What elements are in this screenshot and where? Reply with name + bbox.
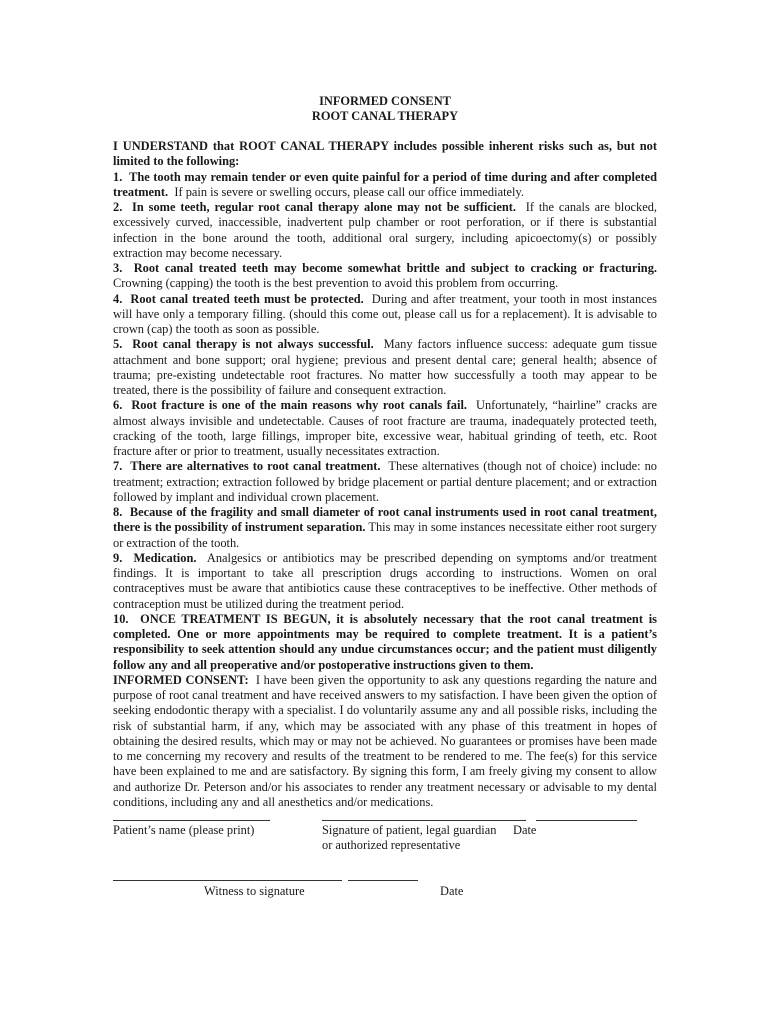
risk-body: Analgesics or antibiotics may be prescribed depending on symptoms and/or treatment findings. It is important to take all prescription drugs according to instructions. Women on oral contraceptives must be aware that antibiotics cause these contraceptives to be ineffective. Other methods of contraception must be utilized during the treatment period. — [113, 550, 657, 611]
risk-body: This may in some instances necessitate either root surgery or extraction of the tooth. — [113, 520, 657, 550]
witness-date-field[interactable] — [348, 880, 418, 881]
risk-body: These alternatives (though not of choice) include: no treatment; extraction; extraction followed by bridge placement or partial denture placement; and or extraction followed by implant and individual crown placement. — [113, 459, 657, 504]
witness-label: Witness to signature — [204, 884, 305, 898]
risk-heading: 6. Root fracture is one of the main reasons why root canals fail. — [113, 398, 467, 413]
consent-heading: INFORMED CONSENT: — [113, 672, 249, 687]
signature-label: Signature of patient, legal guardian — [322, 823, 497, 837]
patient-date-field[interactable] — [536, 820, 637, 821]
risk-heading: 2. In some teeth, regular root canal therapy alone may not be sufficient. — [113, 200, 516, 214]
consent-body: I have been given the opportunity to ask any questions regarding the nature and purpose of root canal treatment and have received answers to my satisfaction. I have been given the option of seeking endodontic therapy with a specialist. I do voluntarily assume any and all possible risks, including the risk of substantial harm, if any, which may be associated with any phase of this treatment in hopes of obtaining the desired results, which may or may not be achieved. No guarantees or promises have been made to me concerning my recovery and results of the treatment to be rendered to me. The fee(s) for this service have been explained to me and are satisfactory. By signing this form, I am freely giving my consent to allow and authorize Dr. Peterson and/or his associates to render any treatment necessary or advisable to my dental conditions, including any and all anesthetics and/or medications. — [113, 672, 657, 809]
risk-heading: 10. ONCE TREATMENT IS BEGUN, it is absolutely necessary that the root canal treatment is completed. One or more appointments may be required to complete treatment. It is a patient’s responsibility to seek attention should any undue circumstances occur; and the patient must diligently follow any and all preoperative and/or postoperative instructions given to them. — [113, 611, 657, 672]
patient-signature-field[interactable] — [322, 820, 526, 821]
signature-date-label: Date — [513, 823, 537, 837]
risk-heading: 4. Root canal treated teeth must be protected. — [113, 291, 364, 306]
risk-body: If the canals are blocked, excessively curved, inaccessible, inadvertent pulp chamber or root perforation, or if there is substantial infection in the bone around the tooth, additional oral surgery, including apicoectomy(s) or possibly extraction may become necessary. — [113, 200, 658, 260]
risk-heading: 7. There are alternatives to root canal treatment. — [113, 459, 381, 474]
signature-label-continued: or authorized representative — [322, 838, 461, 852]
risk-heading: 5. Root canal therapy is not always successful. — [113, 337, 374, 352]
patient-name-label: Patient’s name (please print) — [113, 823, 255, 837]
risk-body: Crowning (capping) the tooth is the best prevention to avoid this problem from occurring. — [113, 276, 559, 291]
intro-statement: I UNDERSTAND that ROOT CANAL THERAPY includes possible inherent risks such as, but not limited to the following: — [113, 139, 657, 169]
risk-body: During and after treatment, your tooth in most instances will have only a temporary filling. (should this come out, please call us for a replacement). It is advisable to crown (cap) the tooth as soon as possible. — [113, 291, 657, 336]
risk-heading: 3. Root canal treated teeth may become somewhat brittle and subject to cracking or fracturing. — [113, 261, 657, 275]
title-line-1: INFORMED CONSENT — [319, 94, 451, 108]
risk-heading: 8. Because of the fragility and small diameter of root canal instruments used in root canal treatment, there is the possibility of instrument separation. — [113, 505, 658, 535]
risk-heading: 1. The tooth may remain tender or even quite painful for a period of time during and after completed treatment. — [113, 169, 657, 199]
witness-date-label: Date — [440, 884, 464, 898]
risk-body: Many factors influence success: adequate gum tissue attachment and bone support; oral hygiene; previous and present dental care; general health; absence of trauma; pre-existing undetectable root fractures. No matter how successfully a tooth may appear to be treated, there is the possibility of failure and consequent extraction. — [113, 337, 657, 397]
risk-heading: 9. Medication. — [113, 550, 197, 565]
risk-body: Unfortunately, “hairline” cracks are almost always invisible and undetectable. Causes of root fracture are trauma, inadequately protected teeth, cracking of the tooth, large fillings, improper bite, excessive wear, habitual grinding of teeth, etc. Root fracture after or prior to treatment, usually necessitates extraction. — [113, 398, 657, 458]
title-line-2: ROOT CANAL THERAPY — [311, 109, 459, 123]
witness-signature-field[interactable] — [113, 880, 342, 881]
risk-body: If pain is severe or swelling occurs, please call our office immediately. — [174, 184, 524, 199]
patient-name-field[interactable] — [113, 820, 270, 821]
